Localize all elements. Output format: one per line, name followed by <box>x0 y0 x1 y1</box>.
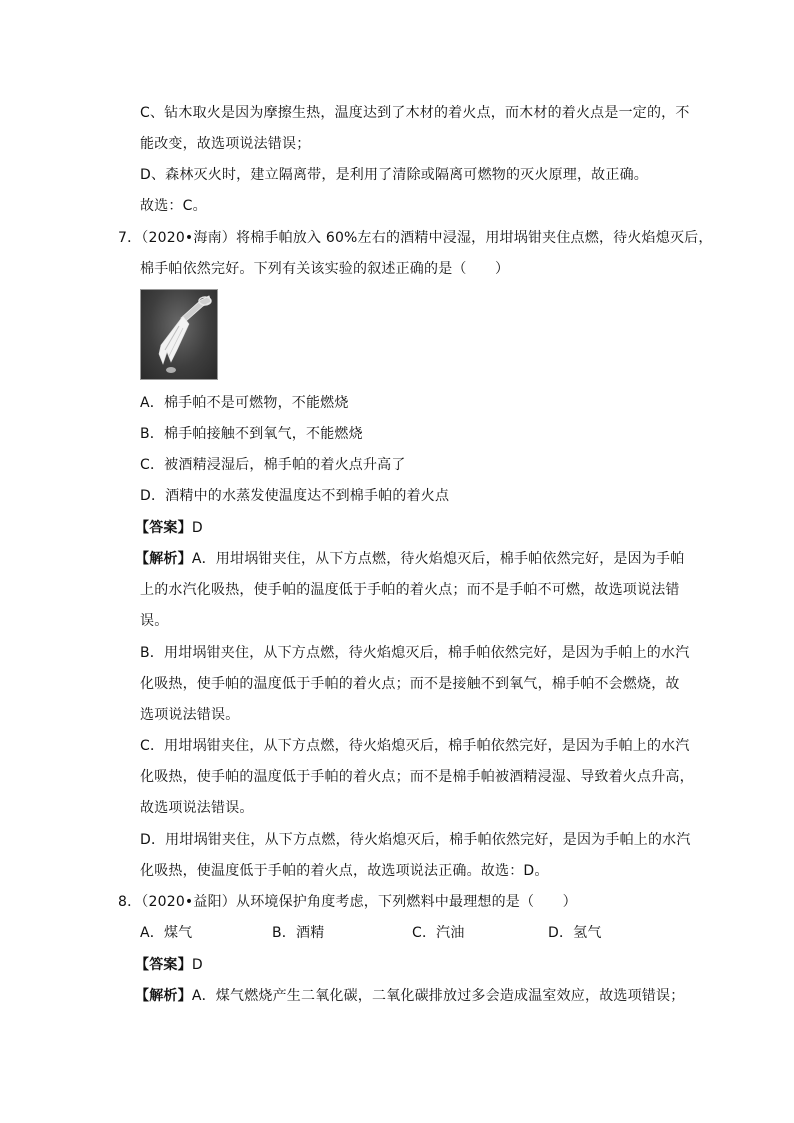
experiment-photo <box>140 289 218 380</box>
text-line: C、钻木取火是因为摩擦生热，温度达到了木材的着火点，而木材的着火点是一定的，不 <box>140 105 690 121</box>
text-line: 选项说法错误。 <box>140 707 240 723</box>
text-line: D．用坩埚钳夹住，从下方点燃，待火焰熄灭后，棉手帕依然完好，是因为手帕上的水汽 <box>140 832 691 848</box>
text-line: 故选：C。 <box>140 198 207 214</box>
explanation-8-line <box>135 986 684 1006</box>
explanation-7-line <box>135 549 684 569</box>
option-c: C．被酒精浸湿后，棉手帕的着火点升高了 <box>140 457 406 473</box>
text-line: 化吸热，使手帕的温度低于手帕的着火点；而不是棉手帕被酒精浸湿、导致着火点升高， <box>140 769 694 785</box>
text-line: D、森林灭火时，建立隔离带，是利用了清除或隔离可燃物的灭火原理，故正确。 <box>140 167 648 183</box>
q8-option-d: D．氢气 <box>548 925 602 941</box>
text-line: 上的水汽化吸热，使手帕的温度低于手帕的着火点；而不是手帕不可燃，故选项说法错 <box>140 582 680 598</box>
question-8-stem: 8．（2020•益阳）从环境保护角度考虑，下列燃料中最理想的是（ ） <box>118 894 577 910</box>
explanation-text: A．用坩埚钳夹住，从下方点燃，待火焰熄灭后，棉手帕依然完好，是因为手帕 <box>191 551 685 567</box>
answer-tag: 【答案】 <box>135 520 192 536</box>
answer-value: D <box>191 520 203 536</box>
question-7-stem: 7．（2020•海南）将棉手帕放入 60%左右的酒精中浸湿，用坩埚钳夹住点燃，待火焰熄灭后， <box>118 230 713 246</box>
q8-option-b: B．酒精 <box>272 925 325 941</box>
answer-7 <box>135 518 203 538</box>
explanation-text: A．煤气燃烧产生二氧化碳，二氧化碳排放过多会造成温室效应，故选项错误； <box>191 988 685 1004</box>
q8-option-c: C．汽油 <box>412 925 465 941</box>
handkerchief-tongs-image <box>141 290 217 379</box>
text-line: 故选项说法错误。 <box>140 800 254 816</box>
option-a: A．棉手帕不是可燃物，不能燃烧 <box>140 395 349 411</box>
explanation-tag: 【解析】 <box>135 988 192 1004</box>
q8-option-a: A．煤气 <box>140 925 193 941</box>
text-line: 化吸热，使温度低于手帕的着火点，故选项说法正确。故选：D。 <box>140 863 549 879</box>
explanation-tag: 【解析】 <box>135 551 192 567</box>
option-d: D．酒精中的水蒸发使温度达不到棉手帕的着火点 <box>140 488 450 504</box>
answer-tag: 【答案】 <box>135 957 192 973</box>
answer-8 <box>135 955 203 975</box>
text-line: 化吸热，使手帕的温度低于手帕的着火点；而不是接触不到氧气，棉手帕不会燃烧，故 <box>140 676 680 692</box>
text-line: 能改变，故选项说法错误； <box>140 136 311 152</box>
text-line: 误。 <box>140 613 169 629</box>
question-7-stem-cont: 棉手帕依然完好。下列有关该实验的叙述正确的是（ ） <box>140 261 510 277</box>
option-b: B．棉手帕接触不到氧气，不能燃烧 <box>140 426 363 442</box>
text-line: C．用坩埚钳夹住，从下方点燃，待火焰熄灭后，棉手帕依然完好，是因为手帕上的水汽 <box>140 738 690 754</box>
text-line: B．用坩埚钳夹住，从下方点燃，待火焰熄灭后，棉手帕依然完好，是因为手帕上的水汽 <box>140 645 690 661</box>
answer-value: D <box>191 957 203 973</box>
